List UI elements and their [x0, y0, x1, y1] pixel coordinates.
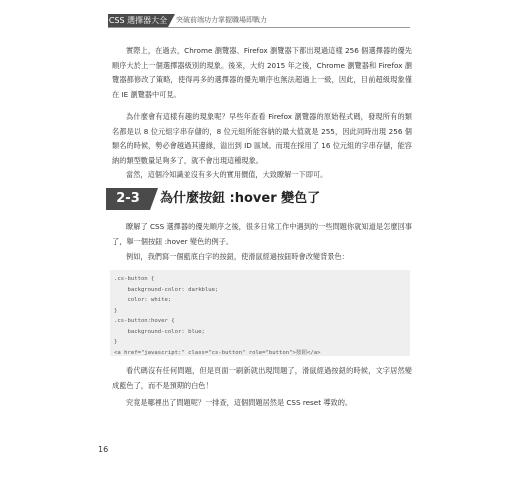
code-line: background-color: blue; — [114, 328, 205, 335]
section-paragraph-2: 例如，我們寫一個藍底白字的按鈕，使滑鼠經過按鈕時會改變背景色： — [126, 252, 349, 261]
paragraph-3: 當然，這個冷知識並沒有多大的實用價值，大致瞭解一下即可。 — [126, 170, 328, 179]
paragraph-1: 實際上，在過去，Chrome 瀏覽器、Firefox 瀏覽器下都出現過這樣 256 個選擇器的優先順序大於上一個選擇器級別的現象。後來，大約 2015 年之後，Chrome 瀏覽器和 Firefox 瀏覽器都修改了策略，使得再多的選擇器的優先順序也無法超過上一級，因此，目前超級現象僅在 IE 瀏覽器中可見。 — [112, 46, 412, 99]
section-number-badge: 2-3 — [106, 188, 150, 210]
running-header — [108, 14, 410, 27]
section-paragraph-1: 瞭解了 CSS 選擇器的優先順序之後，很多日常工作中遇到的一些問題你就知道是怎麼回事了，舉一個按鈕 :hover 變色的例子。 — [112, 222, 412, 246]
code-line: } — [114, 307, 118, 314]
page-number: 16 — [98, 445, 109, 454]
section-heading — [106, 188, 416, 210]
section-title: 為什麼按鈕 :hover 變色了 — [160, 191, 321, 206]
paragraph-2: 為什麼會有這樣有趣的現象呢？早些年查看 Firefox 瀏覽器的原始程式碼，發現所有的類名都是以 8 位元組字串存儲的，8 位元組所能容納的最大值就是 255，因此同時出現 256 個類名的時候，勢必會越過其邊緣，溢出到 ID 區域。而現在採用了 16 位元組的字串存儲，能容納的類型數量足夠多了，就不會出現這種現象。 — [112, 112, 412, 165]
code-line: .cs-button { — [114, 276, 155, 282]
after-code-paragraph-1: 看代碼沒有任何問題，但是頁面一刷新就出現問題了，滑鼠經過按鈕的時候，文字居然變成藍色了，而不是預期的白色！ — [112, 366, 412, 390]
code-line: background-color: darkblue; — [114, 286, 219, 293]
code-line: .cs-button:hover { — [114, 318, 175, 324]
after-code-paragraph-2: 究竟是哪裡出了問題呢？一排查，這個問題居然是 CSS reset 導致的。 — [126, 398, 353, 407]
code-line: color: white; — [114, 297, 172, 303]
code-line: } — [114, 339, 118, 345]
code-line: <a href="javascript:" class="cs-button" role="button">按鈕</a> — [114, 349, 321, 356]
code-block — [110, 270, 410, 356]
header-divider — [108, 27, 410, 28]
book-subtitle: 突破前端功力掌握職場即戰力 — [176, 16, 267, 24]
chapter-tab: CSS 選擇器大全 — [108, 16, 168, 25]
